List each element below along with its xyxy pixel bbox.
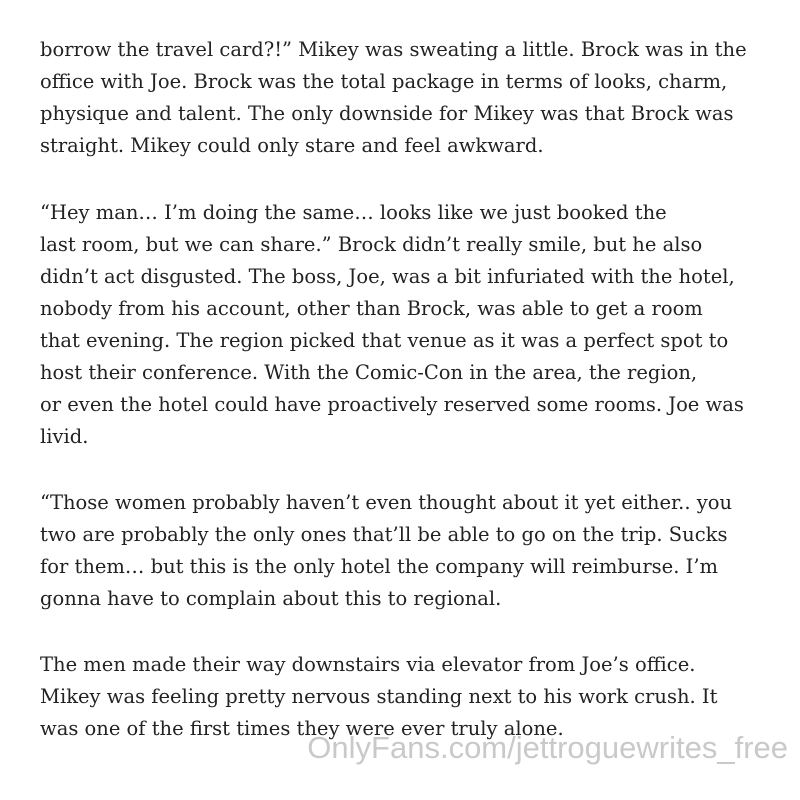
paragraph-2-line-6: host their conference. With the Comic-Con in the area, the region,: [40, 361, 698, 384]
paragraph-1-line-4: straight. Mikey could only stare and feel awkward.: [40, 134, 544, 157]
paragraph-2-line-4: nobody from his account, other than Brock, was able to get a room: [40, 297, 703, 320]
paragraph-3-line-2: two are probably the only ones that’ll be able to go on the trip. Sucks: [40, 523, 728, 546]
paragraph-3-line-3: for them… but this is the only hotel the company will reimburse. I’m: [40, 555, 719, 578]
paragraph-2-line-2: last room, but we can share.” Brock didn’t really smile, but he also: [40, 233, 703, 256]
paragraph-3-line-1: “Those women probably haven’t even thought about it yet either.. you: [40, 491, 733, 514]
paragraph-4-line-1: The men made their way downstairs via elevator from Joe’s office.: [40, 653, 696, 676]
paragraph-2-line-1: “Hey man… I’m doing the same… looks like we just booked the: [40, 201, 667, 224]
paragraph-1-line-2: office with Joe. Brock was the total package in terms of looks, charm,: [40, 70, 728, 93]
paragraph-4-line-3: was one of the first times they were ever truly alone.: [40, 717, 564, 740]
watermark-text: OnlyFans.com/jettroguewrites_free: [307, 730, 788, 765]
paragraph-1-line-1: borrow the travel card?!” Mikey was sweating a little. Brock was in the: [40, 38, 747, 61]
paragraph-1-line-3: physique and talent. The only downside for Mikey was that Brock was: [40, 102, 734, 125]
paragraph-3-line-4: gonna have to complain about this to regional.: [40, 587, 502, 610]
paragraph-2-line-8: livid.: [40, 425, 89, 448]
paragraph-2-line-5: that evening. The region picked that venue as it was a perfect spot to: [40, 329, 729, 352]
paragraph-2-line-7: or even the hotel could have proactively reserved some rooms. Joe was: [40, 393, 744, 416]
paragraph-2-line-3: didn’t act disgusted. The boss, Joe, was a bit infuriated with the hotel,: [40, 265, 735, 288]
paragraph-4-line-2: Mikey was feeling pretty nervous standing next to his work crush. It: [40, 685, 718, 708]
